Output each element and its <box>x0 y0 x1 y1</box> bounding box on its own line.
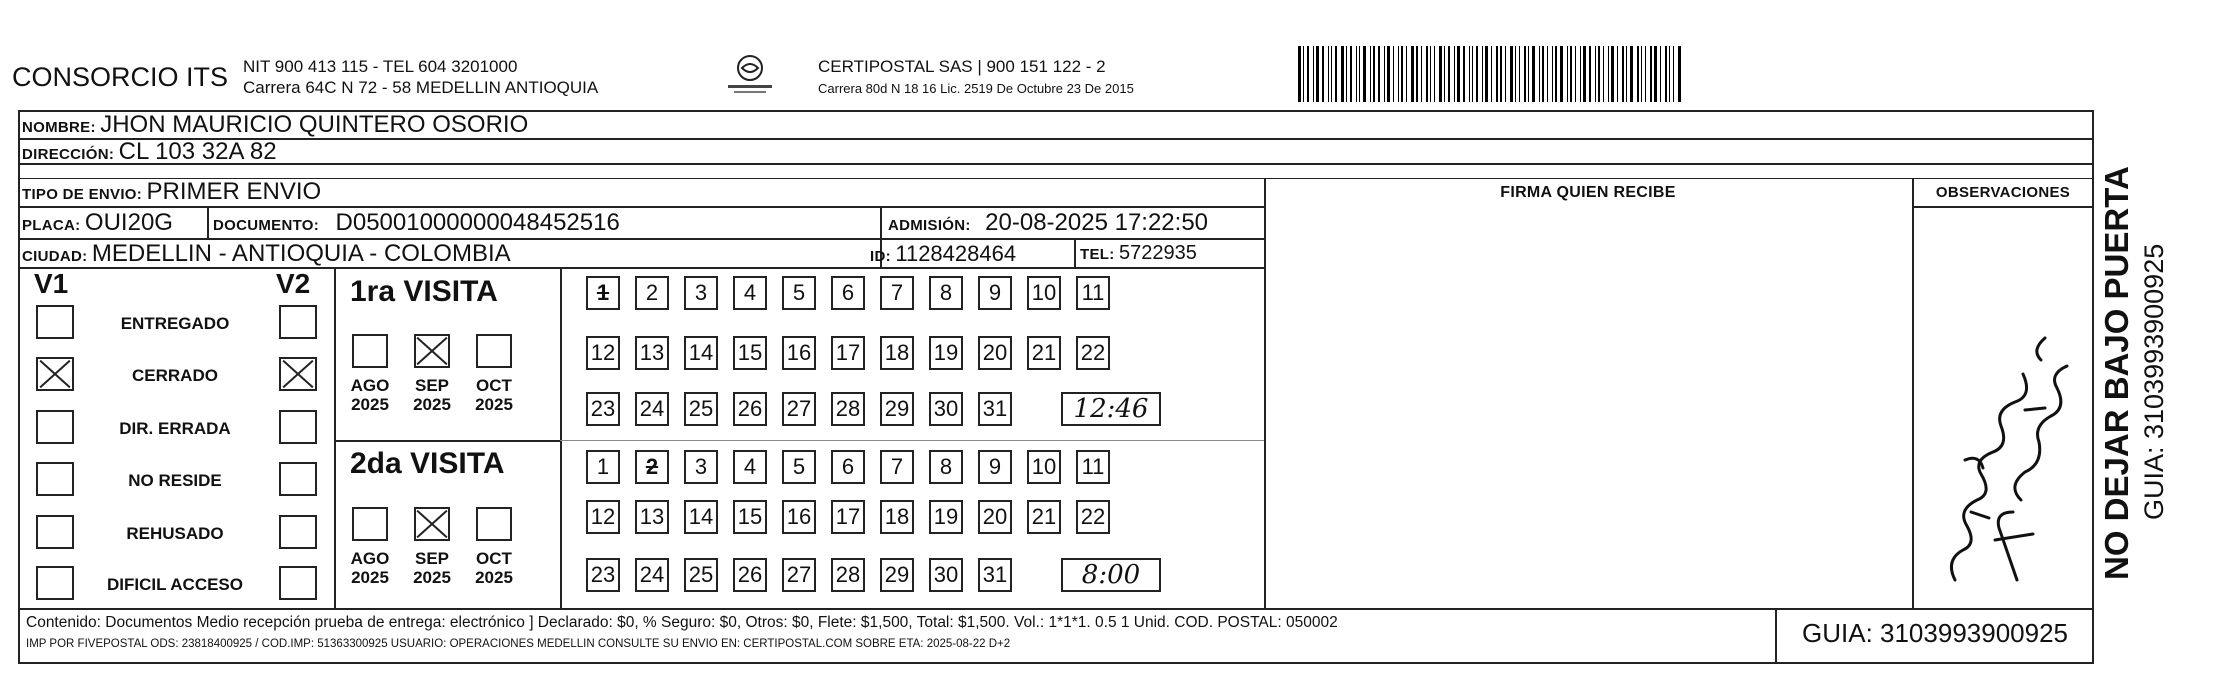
direccion-label: DIRECCIÓN: <box>22 146 115 163</box>
barcode-bar <box>1307 46 1309 102</box>
admision-row <box>888 208 1208 241</box>
v1-label: V1 <box>34 268 69 299</box>
v1-checkbox-1[interactable] <box>36 305 74 339</box>
barcode-bar <box>1439 46 1442 102</box>
day-box[interactable]: 20 <box>978 500 1012 534</box>
barcode-bar <box>1519 46 1520 102</box>
barcode-bar <box>1328 46 1329 102</box>
day-box[interactable]: 24 <box>635 558 669 592</box>
barcode-bar <box>1641 46 1642 102</box>
barcode-bar <box>1434 46 1435 102</box>
barcode-bar <box>1595 46 1596 102</box>
v2-checkbox-5[interactable] <box>279 515 317 549</box>
barcode-bar <box>1669 46 1670 102</box>
tel-label: TEL: <box>1080 246 1115 263</box>
day-box[interactable]: 30 <box>929 558 963 592</box>
barcode-bar <box>1570 46 1572 102</box>
day-box[interactable]: 11 <box>1076 450 1110 484</box>
day-box[interactable]: 5 <box>782 276 816 310</box>
day-box[interactable]: 6 <box>831 450 865 484</box>
footer-contenido: Contenido: Documentos Medio recepción prueba de entrega: electrónico ] Declarado: $0, % Seguro: $0, Otros: $0, Flete: $1,500, Total: $1,500. Vol.: 1*1*1. 0.5 1 Unid. COD. POSTAL: 050002 <box>26 614 1338 631</box>
barcode-bar <box>1580 46 1581 102</box>
v1-checkbox-6[interactable] <box>36 566 74 600</box>
barcode-bar <box>1485 46 1488 102</box>
barcode-bar <box>1411 46 1414 102</box>
month-checkbox-sep[interactable] <box>414 334 450 368</box>
tipo-label: TIPO DE ENVIO: <box>22 186 143 203</box>
month-label: AGO 2025 <box>350 376 390 414</box>
barcode-bar <box>1472 46 1473 102</box>
day-box[interactable]: 10 <box>1027 276 1061 310</box>
barcode-bar <box>1650 46 1652 102</box>
company-name: CONSORCIO ITS <box>12 62 229 92</box>
barcode-bar <box>1398 46 1399 102</box>
day-box[interactable]: 7 <box>880 276 914 310</box>
documento-row <box>213 208 620 241</box>
barcode-bar <box>1617 46 1618 102</box>
nombre-value: JHON MAURICIO QUINTERO OSORIO <box>100 111 529 138</box>
barcode-bar <box>1426 46 1428 102</box>
direccion-row <box>22 140 277 167</box>
day-box[interactable]: 30 <box>929 392 963 426</box>
barcode-bar <box>1626 46 1627 102</box>
documento-value: D05001000000048452516 <box>335 209 620 236</box>
direccion-value: CL 103 32A 82 <box>118 138 277 165</box>
barcode-bar <box>1678 46 1681 102</box>
v2-checkbox-6[interactable] <box>279 566 317 600</box>
barcode-bar <box>1637 46 1639 102</box>
day-box[interactable]: 23 <box>586 392 620 426</box>
company-address: Carrera 64C N 72 - 58 MEDELLIN ANTIOQUIA <box>243 78 599 97</box>
barcode-bar <box>1654 46 1657 102</box>
barcode-bar <box>1463 46 1465 102</box>
footer-imp: IMP POR FIVEPOSTAL ODS: 23818400925 / COD.IMP: 51363300925 USUARIO: OPERACIONES MEDELLIN CONSULTE SU ENVIO EN: CERTIPOSTAL.COM SOBRE ETA: 2025-08-22 D+2 <box>26 638 1011 650</box>
day-box[interactable]: 14 <box>684 336 718 370</box>
v2-checkbox-2[interactable] <box>279 357 317 391</box>
barcode-bar <box>1539 46 1540 102</box>
company-info <box>243 56 598 98</box>
day-box[interactable]: 16 <box>782 500 816 534</box>
barcode-bar <box>1476 46 1478 102</box>
day-box[interactable]: 6 <box>831 276 865 310</box>
side-guia-text: GUIA: 3103993900925 <box>2139 243 2169 520</box>
barcode-bar <box>1416 46 1418 102</box>
barcode-bar <box>1356 46 1357 102</box>
day-box[interactable]: 25 <box>684 392 718 426</box>
id-label: ID: <box>870 248 891 265</box>
day-box[interactable]: 3 <box>684 276 718 310</box>
barcode-bar <box>1430 46 1431 102</box>
month-checkbox-sep[interactable] <box>414 507 450 541</box>
day-box[interactable]: 27 <box>782 558 816 592</box>
day-box[interactable]: 7 <box>880 450 914 484</box>
day-box[interactable]: 18 <box>880 500 914 534</box>
day-box[interactable]: 26 <box>733 558 767 592</box>
day-box[interactable]: 15 <box>733 500 767 534</box>
barcode-bar <box>1401 46 1403 102</box>
day-box[interactable]: 10 <box>1027 450 1061 484</box>
month-label: AGO 2025 <box>350 549 390 587</box>
admision-label: ADMISIÓN: <box>888 217 971 234</box>
barcode-bar <box>1665 46 1667 102</box>
day-box[interactable]: 8 <box>929 450 963 484</box>
day-box[interactable]: 3 <box>684 450 718 484</box>
barcode-bar <box>1457 46 1460 102</box>
courier-info <box>818 56 1134 100</box>
barcode-bar <box>1510 46 1513 102</box>
barcode-bar <box>1505 46 1506 102</box>
day-box[interactable]: 14 <box>684 500 718 534</box>
day-box[interactable]: 15 <box>733 336 767 370</box>
barcode-bar <box>1482 46 1483 102</box>
barcode-bar <box>1378 46 1380 102</box>
barcode-bar <box>1598 46 1600 102</box>
barcode-bar <box>1622 46 1624 102</box>
barcode-bar <box>1322 46 1324 102</box>
day-box[interactable]: 27 <box>782 392 816 426</box>
barcode-bar <box>1444 46 1445 102</box>
barcode-bar <box>1387 46 1390 102</box>
documento-label: DOCUMENTO: <box>213 217 320 234</box>
visit-time[interactable]: 8:00 <box>1061 558 1161 592</box>
v2-checkbox-3[interactable] <box>279 410 317 444</box>
v2-label: V2 <box>276 268 311 299</box>
v1-checkbox-3[interactable] <box>36 410 74 444</box>
barcode-bar <box>1298 46 1301 102</box>
barcode-bar <box>1611 46 1614 102</box>
day-box[interactable]: 22 <box>1076 336 1110 370</box>
reason-label: DIFICIL ACCESO <box>106 575 243 594</box>
barcode-bar <box>1370 46 1371 102</box>
barcode-bar <box>1363 46 1366 102</box>
barcode-bar <box>1528 46 1529 102</box>
barcode-bar <box>1515 46 1516 102</box>
day-box[interactable]: 1 <box>586 276 620 310</box>
day-box[interactable]: 17 <box>831 500 865 534</box>
barcode-bar <box>1359 46 1360 102</box>
barcode-bar <box>1346 46 1347 102</box>
reason-label: REHUSADO <box>126 524 224 543</box>
certipostal-logo-icon <box>720 52 780 98</box>
barcode-bar <box>1547 46 1548 102</box>
barcode-bar <box>1303 46 1304 102</box>
day-box[interactable]: 13 <box>635 336 669 370</box>
tel-value: 5722935 <box>1118 242 1197 264</box>
day-box[interactable]: 11 <box>1076 276 1110 310</box>
barcode-bar <box>1630 46 1633 102</box>
v1-checkbox-5[interactable] <box>36 515 74 549</box>
barcode-bar <box>1421 46 1422 102</box>
barcode-bar <box>1448 46 1450 102</box>
v1-checkbox-4[interactable] <box>36 462 74 496</box>
barcode-bar <box>1608 46 1609 102</box>
day-box[interactable]: 19 <box>929 500 963 534</box>
month-label: SEP 2025 <box>413 376 451 414</box>
barcode-bar <box>1589 46 1591 102</box>
day-box[interactable]: 31 <box>978 392 1012 426</box>
barcode-bar <box>1567 46 1568 102</box>
id-value: 1128428464 <box>895 241 1017 266</box>
placa-value: OUI20G <box>84 209 173 236</box>
reason-label: ENTREGADO <box>120 314 230 333</box>
barcode-bar <box>1313 46 1314 102</box>
barcode-bar <box>1350 46 1352 102</box>
month-checkbox-oct[interactable] <box>476 507 512 541</box>
day-box[interactable]: 8 <box>929 276 963 310</box>
day-box[interactable]: 17 <box>831 336 865 370</box>
ciudad-label: CIUDAD: <box>22 248 88 265</box>
barcode-bar <box>1583 46 1586 102</box>
v1-checkbox-2[interactable] <box>36 357 74 391</box>
firma-label: FIRMA QUIEN RECIBE <box>1500 184 1676 201</box>
barcode-bar <box>1524 46 1526 102</box>
day-box[interactable]: 9 <box>978 450 1012 484</box>
courier-address: Carrera 80d N 18 16 Lic. 2519 De Octubre 23 De 2015 <box>818 81 1134 96</box>
day-box[interactable]: 28 <box>831 392 865 426</box>
barcode-bar <box>1331 46 1332 102</box>
month-label: OCT 2025 <box>475 549 513 587</box>
day-box[interactable]: 12 <box>586 336 620 370</box>
day-box[interactable]: 28 <box>831 558 865 592</box>
barcode-bar <box>1454 46 1455 102</box>
barcode-bar <box>1532 46 1535 102</box>
observaciones-label: OBSERVACIONES <box>1935 184 2071 201</box>
tipo-value: PRIMER ENVIO <box>146 178 322 205</box>
barcode-bar <box>1560 46 1563 102</box>
visit2-title: 2da VISITA <box>350 447 505 480</box>
company-nit: NIT 900 413 115 - TEL 604 3201000 <box>243 57 518 76</box>
id-row <box>870 239 1016 271</box>
day-box[interactable]: 25 <box>684 558 718 592</box>
reason-label: NO RESIDE <box>128 471 222 490</box>
barcode-bar <box>1341 46 1344 102</box>
day-box[interactable]: 4 <box>733 276 767 310</box>
nombre-label: NOMBRE: <box>22 119 96 136</box>
barcode-bar <box>1491 46 1492 102</box>
barcode-bar <box>1660 46 1661 102</box>
admision-value: 20-08-2025 17:22:50 <box>985 209 1209 236</box>
barcode-bar <box>1373 46 1375 102</box>
day-box[interactable]: 12 <box>586 500 620 534</box>
reason-label: CERRADO <box>132 366 218 385</box>
day-box[interactable]: 20 <box>978 336 1012 370</box>
v2-checkbox-4[interactable] <box>279 462 317 496</box>
ciudad-value: MEDELLIN - ANTIOQUIA - COLOMBIA <box>91 240 511 267</box>
v2-checkbox-1[interactable] <box>279 305 317 339</box>
day-box[interactable]: 18 <box>880 336 914 370</box>
footer-guia: GUIA: 3103993900925 <box>1802 618 2068 648</box>
day-box[interactable]: 21 <box>1027 336 1061 370</box>
handwriting-scribble-icon <box>1925 250 2085 590</box>
month-checkbox-ago[interactable] <box>352 334 388 368</box>
day-box[interactable]: 19 <box>929 336 963 370</box>
visit1-title: 1ra VISITA <box>350 275 498 308</box>
barcode-bar <box>1316 46 1319 102</box>
day-box[interactable]: 22 <box>1076 500 1110 534</box>
day-box[interactable]: 26 <box>733 392 767 426</box>
day-box[interactable]: 29 <box>880 558 914 592</box>
courier-name: CERTIPOSTAL SAS | 900 151 122 - 2 <box>818 57 1106 76</box>
month-checkbox-ago[interactable] <box>352 507 388 541</box>
warning-text: NO DEJAR BAJO PUERTA <box>2098 166 2135 580</box>
placa-row <box>22 208 173 241</box>
barcode-bar <box>1496 46 1498 102</box>
barcode-bar <box>1406 46 1407 102</box>
barcode-bar <box>1393 46 1394 102</box>
barcode <box>1298 46 1683 102</box>
barcode-bar <box>1555 46 1557 102</box>
day-box[interactable]: 5 <box>782 450 816 484</box>
day-box[interactable]: 1 <box>586 450 620 484</box>
month-label: SEP 2025 <box>413 549 451 587</box>
day-box[interactable]: 13 <box>635 500 669 534</box>
day-box[interactable]: 29 <box>880 392 914 426</box>
barcode-bar <box>1603 46 1604 102</box>
tel-row <box>1080 239 1197 269</box>
ciudad-row <box>22 239 511 271</box>
barcode-bar <box>1552 46 1553 102</box>
day-box[interactable]: 4 <box>733 450 767 484</box>
day-box[interactable]: 2 <box>635 450 669 484</box>
visit-time[interactable]: 12:46 <box>1061 392 1161 426</box>
day-box[interactable]: 2 <box>635 276 669 310</box>
day-box[interactable]: 31 <box>978 558 1012 592</box>
reason-label: DIR. ERRADA <box>119 419 231 438</box>
tipo-row <box>22 178 321 209</box>
day-box[interactable]: 16 <box>782 336 816 370</box>
barcode-bar <box>1335 46 1337 102</box>
barcode-bar <box>1469 46 1470 102</box>
day-box[interactable]: 21 <box>1027 500 1061 534</box>
day-box[interactable]: 9 <box>978 276 1012 310</box>
month-label: OCT 2025 <box>475 376 513 414</box>
barcode-bar <box>1384 46 1385 102</box>
barcode-bar <box>1645 46 1646 102</box>
month-checkbox-oct[interactable] <box>476 334 512 368</box>
day-box[interactable]: 23 <box>586 558 620 592</box>
barcode-bar <box>1673 46 1674 102</box>
handwritten-observations <box>1925 250 2085 590</box>
barcode-bar <box>1542 46 1544 102</box>
placa-label: PLACA: <box>22 217 81 234</box>
day-box[interactable]: 24 <box>635 392 669 426</box>
barcode-bar <box>1575 46 1576 102</box>
barcode-bar <box>1500 46 1502 102</box>
